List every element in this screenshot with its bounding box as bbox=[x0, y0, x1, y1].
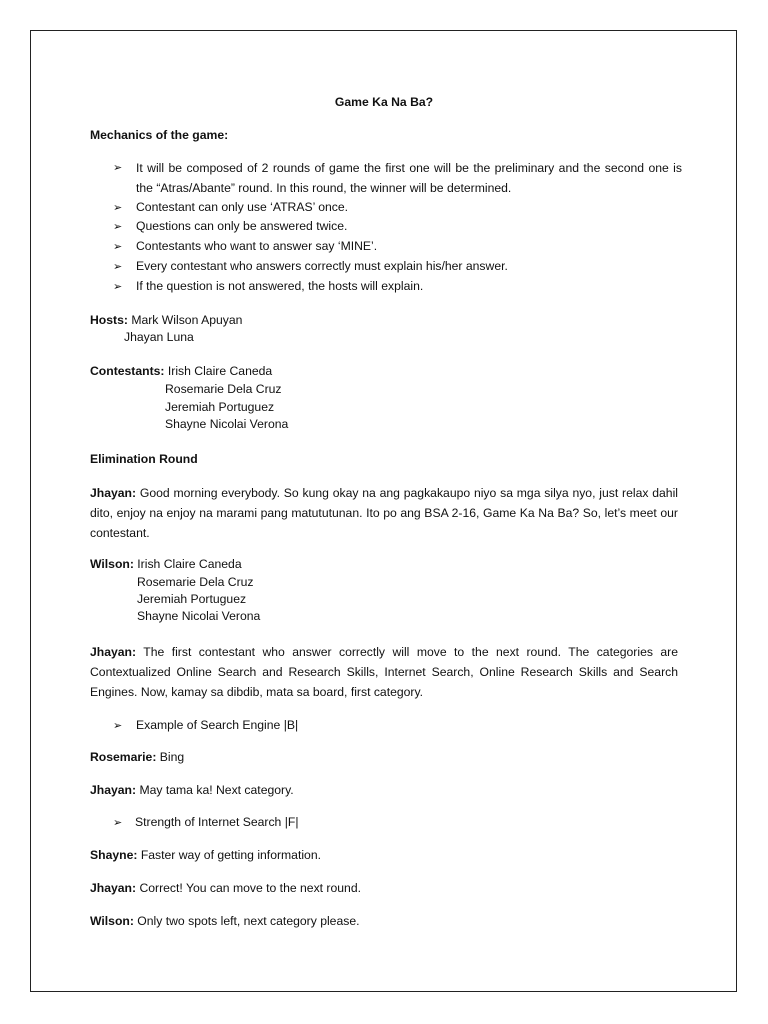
mechanics-bullet: It will be composed of 2 rounds of game the first one will be the preliminary and the second one is the “Atras/Abante” round. In this round, the winner will be determined. bbox=[136, 161, 682, 195]
dialogue-text: Only two spots left, next category please. bbox=[137, 914, 360, 928]
mechanics-bullet: Contestant can only use ‘ATRAS’ once. bbox=[136, 200, 349, 214]
host-name: Mark Wilson Apuyan bbox=[131, 313, 243, 327]
speaker-label: Jhayan: bbox=[90, 645, 137, 659]
mechanics-bullet: Contestants who want to answer say ‘MINE’. bbox=[136, 239, 378, 253]
speaker-label: Wilson: bbox=[90, 557, 134, 571]
dialogue-line bbox=[90, 642, 678, 702]
document-title: Game Ka Na Ba? bbox=[334, 95, 434, 109]
dialogue-text: May tama ka! Next category. bbox=[139, 783, 294, 797]
dialogue-line bbox=[90, 781, 294, 800]
mechanics-bullet: Questions can only be answered twice. bbox=[136, 219, 348, 233]
dialogue-line bbox=[90, 748, 184, 767]
dialogue-line bbox=[90, 846, 321, 865]
dialogue-text: Faster way of getting information. bbox=[140, 848, 322, 862]
speaker-label: Jhayan: bbox=[90, 486, 137, 500]
contestant-name: Irish Claire Caneda bbox=[167, 364, 273, 378]
speaker-label: Jhayan: bbox=[90, 783, 137, 797]
contestant-name: Rosemarie Dela Cruz bbox=[137, 575, 254, 589]
bullet-arrow-icon: ➢ bbox=[113, 261, 123, 273]
dialogue-line bbox=[90, 912, 360, 931]
dialogue-text: Good morning everybody. So kung okay na ang pagkakaupo niyo sa mga silya nyo, just relax dahil dito, enjoy na enjoy na marami pang matututunan. Ito po ang BSA 2-16, Game Ka Na Ba? So, let’s meet our contestant. bbox=[90, 486, 678, 540]
bullet-arrow-icon: ➢ bbox=[113, 817, 123, 829]
hosts-label: Hosts: bbox=[90, 313, 128, 327]
elimination-heading: Elimination Round bbox=[90, 452, 198, 466]
contestant-name: Irish Claire Caneda bbox=[137, 557, 242, 571]
speaker-label: Wilson: bbox=[90, 914, 134, 928]
contestant-name: Shayne Nicolai Verona bbox=[137, 609, 261, 623]
contestants-block bbox=[90, 362, 272, 381]
dialogue-line bbox=[90, 879, 361, 898]
contestants-label: Contestants: bbox=[90, 364, 165, 378]
dialogue-text: Bing bbox=[159, 750, 185, 764]
contestant-name: Rosemarie Dela Cruz bbox=[165, 382, 282, 396]
bullet-arrow-icon: ➢ bbox=[113, 241, 123, 253]
bullet-arrow-icon: ➢ bbox=[113, 221, 123, 233]
category-bullet: Example of Search Engine |B| bbox=[136, 718, 299, 732]
contestant-name: Jeremiah Portuguez bbox=[137, 592, 247, 606]
dialogue-text: Correct! You can move to the next round. bbox=[139, 881, 361, 895]
speaker-label: Rosemarie: bbox=[90, 750, 157, 764]
bullet-arrow-icon: ➢ bbox=[113, 720, 123, 732]
host-name: Jhayan Luna bbox=[124, 330, 194, 344]
bullet-arrow-icon: ➢ bbox=[113, 162, 123, 174]
dialogue-line bbox=[90, 483, 678, 543]
speaker-label: Shayne: bbox=[90, 848, 138, 862]
mechanics-bullet: Every contestant who answers correctly must explain his/her answer. bbox=[136, 259, 508, 273]
dialogue-line bbox=[90, 555, 242, 574]
category-bullet: Strength of Internet Search |F| bbox=[135, 815, 299, 829]
contestant-name: Shayne Nicolai Verona bbox=[165, 417, 289, 431]
bullet-arrow-icon: ➢ bbox=[113, 202, 123, 214]
contestant-name: Jeremiah Portuguez bbox=[165, 400, 275, 414]
mechanics-bullet: If the question is not answered, the hosts will explain. bbox=[136, 279, 424, 293]
bullet-arrow-icon: ➢ bbox=[113, 281, 123, 293]
dialogue-text: The first contestant who answer correctly will move to the next round. The categories are Contextualized Online Search and Research Skills, Internet Search, Online Research Skills and Search Engines. Now, kamay sa dibdib, mata sa board, first category. bbox=[90, 645, 678, 699]
mechanics-heading: Mechanics of the game: bbox=[90, 128, 229, 142]
speaker-label: Jhayan: bbox=[90, 881, 137, 895]
